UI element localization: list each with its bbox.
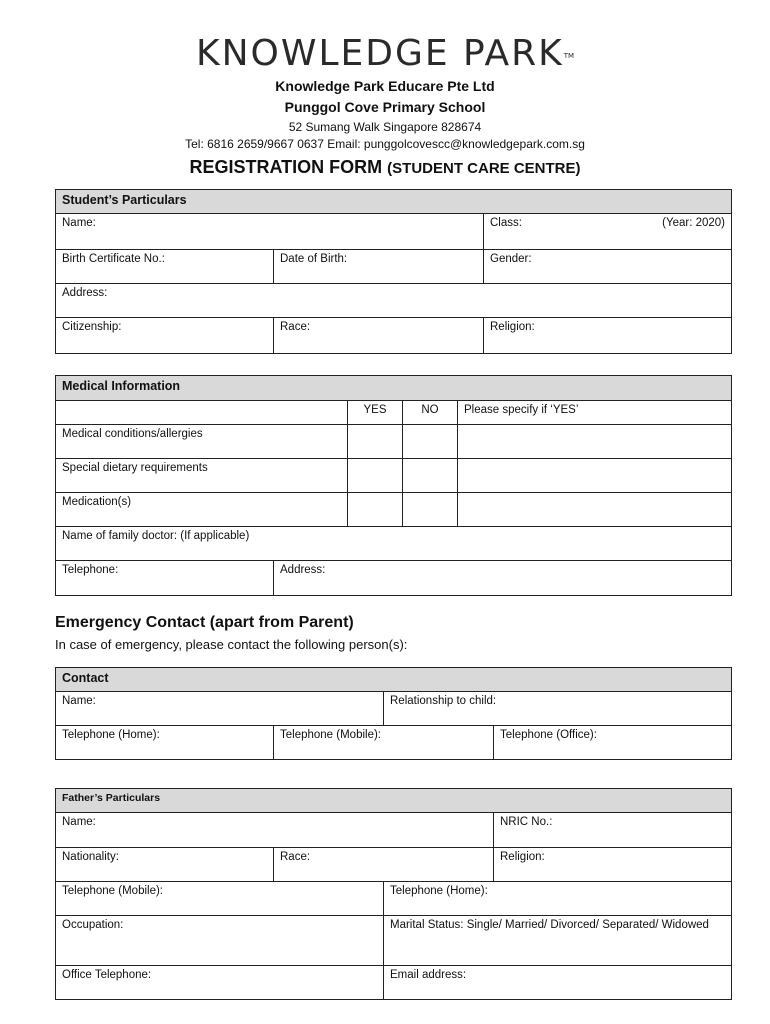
dietary-requirements-yes-box[interactable] — [348, 459, 403, 493]
medical-information-heading: Medical Information — [56, 376, 732, 401]
father-nationality-field[interactable]: Nationality: — [56, 848, 274, 882]
emergency-contact-subtitle: In case of emergency, please contact the following person(s): — [55, 637, 408, 652]
form-title-sub: (STUDENT CARE CENTRE) — [387, 160, 581, 177]
father-occupation-field[interactable]: Occupation: — [56, 916, 384, 966]
contact-name-field[interactable]: Name: — [56, 692, 384, 726]
specify-column-header: Please specify if ‘YES’ — [458, 401, 732, 425]
knowledge-park-logo — [0, 34, 770, 74]
father-office-telephone-field[interactable]: Office Telephone: — [56, 966, 384, 1000]
medical-header-blank — [56, 401, 348, 425]
student-address-field[interactable]: Address: — [56, 284, 732, 318]
dietary-requirements-no-box[interactable] — [403, 459, 458, 493]
medical-conditions-specify-field[interactable] — [458, 425, 732, 459]
father-religion-field[interactable]: Religion: — [494, 848, 732, 882]
school-address: 52 Sumang Walk Singapore 828674 — [288, 120, 482, 134]
medical-conditions-yes-box[interactable] — [348, 425, 403, 459]
logo-text: KNOWLEDGE PARK — [195, 33, 564, 74]
medication-no-box[interactable] — [403, 493, 458, 527]
school-name: Punggol Cove Primary School — [284, 99, 486, 115]
emergency-contact-title: Emergency Contact (apart from Parent) — [55, 614, 354, 631]
medical-conditions-label: Medical conditions/allergies — [56, 425, 348, 459]
no-column-header: NO — [403, 401, 458, 425]
father-tel-mobile-field[interactable]: Telephone (Mobile): — [56, 882, 384, 916]
class-label: Class: — [490, 217, 522, 229]
trademark-mark: TM — [563, 52, 575, 60]
medication-specify-field[interactable] — [458, 493, 732, 527]
contact-heading: Contact — [56, 668, 732, 692]
form-title — [0, 157, 770, 178]
doctor-address-field[interactable]: Address: — [274, 561, 732, 596]
father-marital-status-field[interactable]: Marital Status: Single/ Married/ Divorced/ Separated/ Widowed — [384, 916, 732, 966]
student-particulars-heading: Student’s Particulars — [56, 190, 732, 214]
student-race-field[interactable]: Race: — [274, 318, 484, 354]
birth-certificate-field[interactable]: Birth Certificate No.: — [56, 250, 274, 284]
yes-column-header: YES — [348, 401, 403, 425]
company-name: Knowledge Park Educare Pte Ltd — [275, 78, 495, 94]
contact-relationship-field[interactable]: Relationship to child: — [384, 692, 732, 726]
form-title-main: REGISTRATION FORM — [189, 157, 383, 177]
gender-field[interactable]: Gender: — [484, 250, 732, 284]
doctor-telephone-field[interactable]: Telephone: — [56, 561, 274, 596]
family-doctor-field[interactable]: Name of family doctor: (If applicable) — [56, 527, 732, 561]
school-contact: Tel: 6816 2659/9667 0637 Email: punggolcovescc@knowledgepark.com.sg — [185, 137, 585, 151]
medication-yes-box[interactable] — [348, 493, 403, 527]
year-label: (Year: 2020) — [662, 217, 725, 229]
father-tel-home-field[interactable]: Telephone (Home): — [384, 882, 732, 916]
date-of-birth-field[interactable]: Date of Birth: — [274, 250, 484, 284]
father-race-field[interactable]: Race: — [274, 848, 494, 882]
contact-tel-office-field[interactable]: Telephone (Office): — [494, 726, 732, 760]
emergency-contact-table — [55, 667, 732, 760]
medical-information-table — [55, 375, 732, 596]
contact-tel-home-field[interactable]: Telephone (Home): — [56, 726, 274, 760]
student-class-field[interactable] — [484, 214, 732, 250]
father-email-field[interactable]: Email address: — [384, 966, 732, 1000]
student-religion-field[interactable]: Religion: — [484, 318, 732, 354]
student-particulars-table — [55, 189, 732, 354]
medication-label: Medication(s) — [56, 493, 348, 527]
father-name-field[interactable]: Name: — [56, 813, 494, 848]
father-particulars-table — [55, 788, 732, 1000]
dietary-requirements-label: Special dietary requirements — [56, 459, 348, 493]
dietary-requirements-specify-field[interactable] — [458, 459, 732, 493]
student-name-field[interactable]: Name: — [56, 214, 484, 250]
contact-tel-mobile-field[interactable]: Telephone (Mobile): — [274, 726, 494, 760]
father-nric-field[interactable]: NRIC No.: — [494, 813, 732, 848]
medical-conditions-no-box[interactable] — [403, 425, 458, 459]
father-particulars-heading: Father’s Particulars — [56, 789, 732, 813]
citizenship-field[interactable]: Citizenship: — [56, 318, 274, 354]
